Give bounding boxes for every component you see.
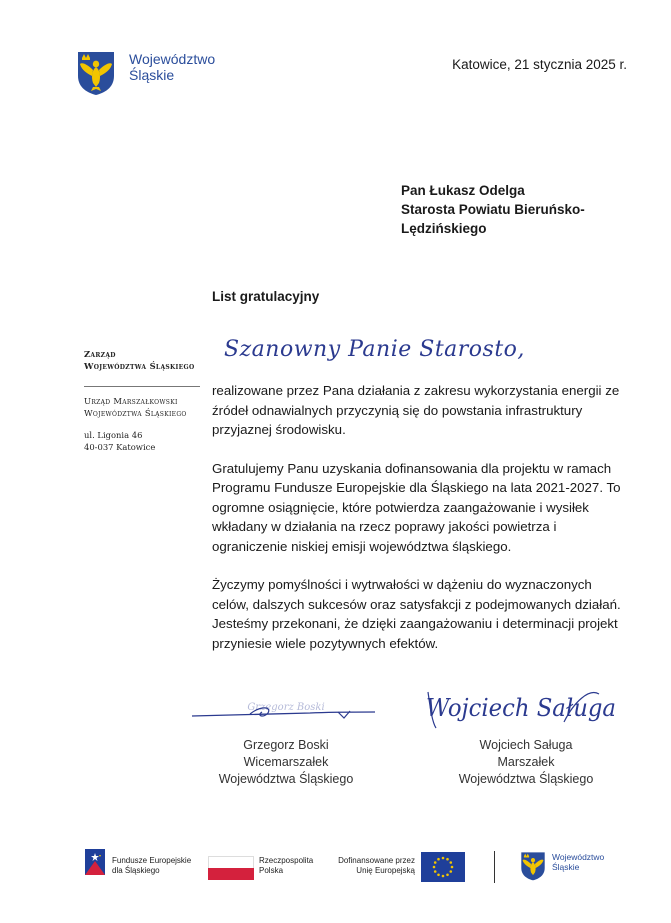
salutation-text: Szanowny Panie Starosto, xyxy=(224,337,525,362)
european-funds-label xyxy=(112,856,191,876)
rp-line-2: Polska xyxy=(259,866,284,875)
body-paragraph: Życzymy pomyślności i wytrwałości w dążeniu do wyznaczonych celów, dalszych sukcesów oraz satysfakcji z podejmowanych działań. Jesteśmy przekonani, że dzięki zaangażowaniu i determinacji projekt przyniesie wiele pozytywnych efektów. xyxy=(212,577,621,651)
sidebar-org-line-2: Województwa Śląskiego xyxy=(84,361,195,371)
eu-star xyxy=(434,861,437,864)
poland-flag-icon xyxy=(208,856,254,880)
eu-star xyxy=(446,858,449,861)
letter-date: Katowice, 21 stycznia 2025 r. xyxy=(452,57,627,72)
addressee-name: Pan Łukasz Odelga xyxy=(401,183,525,198)
eu-funding-label xyxy=(333,856,415,876)
brand-line-1: Województwo xyxy=(129,51,216,67)
sidebar-divider xyxy=(84,386,200,387)
coat-of-arms-icon xyxy=(76,50,116,96)
footer-brand-line-2: Śląskie xyxy=(552,862,580,872)
signatory-name: Wojciech Saługa xyxy=(479,738,573,752)
footer-coat-of-arms-icon xyxy=(520,851,546,881)
eu-star xyxy=(442,857,445,860)
body-paragraph: realizowane przez Pana działania z zakresu wykorzystania energii ze źródeł odnawialnych przyczynią się do powstania infrastruktury przyjaznej środowisku. xyxy=(212,383,620,437)
eu-star xyxy=(442,875,445,878)
signature-saluga xyxy=(424,682,624,732)
eu-star xyxy=(449,870,452,873)
body-paragraph: Gratulujemy Panu uzyskania dofinansowania dla projektu w ramach Programu Fundusze Europejskie dla Śląskiego na lata 2021-2027. To ogromne osiągnięcie, które potwierdza zaangażowanie i wysiłek wkładany w działania na rzecz poprawy jakości powietrza i ograniczenie niskiej emisji województwa śląskiego. xyxy=(212,460,621,554)
brand-line-2: Śląskie xyxy=(129,67,175,83)
signatory-boski xyxy=(212,737,360,788)
sender-sidebar xyxy=(84,348,200,453)
signatory-org: Województwa Śląskiego xyxy=(458,772,594,786)
signatory-title: Marszałek xyxy=(497,755,555,769)
addressee-title-line-2: Lędzińskiego xyxy=(401,221,487,236)
eu-line-1: Dofinansowane przez xyxy=(338,856,415,865)
eu-star xyxy=(434,870,437,873)
signatory-name: Grzegorz Boski xyxy=(243,738,329,752)
eu-star xyxy=(437,858,440,861)
signatory-title: Wicemarszałek xyxy=(243,755,329,769)
signature-boski-text: Grzegorz Boski xyxy=(247,702,325,713)
eu-star xyxy=(433,866,436,869)
footer-brand-name xyxy=(552,852,604,872)
sidebar-office-line-2: Województwa Śląskiego xyxy=(84,408,187,418)
letter-body xyxy=(212,381,632,672)
european-funds-logo-icon xyxy=(83,845,107,879)
signature-saluga-text: Wojciech Saługa xyxy=(426,694,616,722)
eu-star xyxy=(437,873,440,876)
sidebar-address-line-2: 40-037 Katowice xyxy=(84,442,156,452)
addressee-title-line-1: Starosta Powiatu Bieruńsko- xyxy=(401,202,585,217)
sidebar-office-line-1: Urząd Marszałkowski xyxy=(84,396,178,406)
letter-subject: List gratulacyjny xyxy=(212,289,320,304)
signatory-saluga xyxy=(452,737,600,788)
handwritten-salutation xyxy=(222,322,525,374)
footer-divider xyxy=(494,851,495,883)
brand-name xyxy=(129,51,215,83)
poland-label xyxy=(259,856,313,876)
eu-star xyxy=(446,873,449,876)
fe-line-2: dla Śląskiego xyxy=(112,866,160,875)
eu-star xyxy=(451,866,454,869)
signatory-org: Województwa Śląskiego xyxy=(218,772,354,786)
sidebar-org-line-1: Zarząd xyxy=(84,349,116,359)
eu-line-2: Unię Europejską xyxy=(356,866,415,875)
eu-flag-icon xyxy=(421,852,465,882)
eu-star xyxy=(449,861,452,864)
sidebar-address-line-1: ul. Ligonia 46 xyxy=(84,430,143,440)
fe-line-1: Fundusze Europejskie xyxy=(112,856,192,865)
addressee-block xyxy=(401,181,585,238)
signature-boski xyxy=(190,698,380,728)
rp-line-1: Rzeczpospolita xyxy=(259,856,314,865)
footer-brand-line-1: Województwo xyxy=(552,852,605,862)
